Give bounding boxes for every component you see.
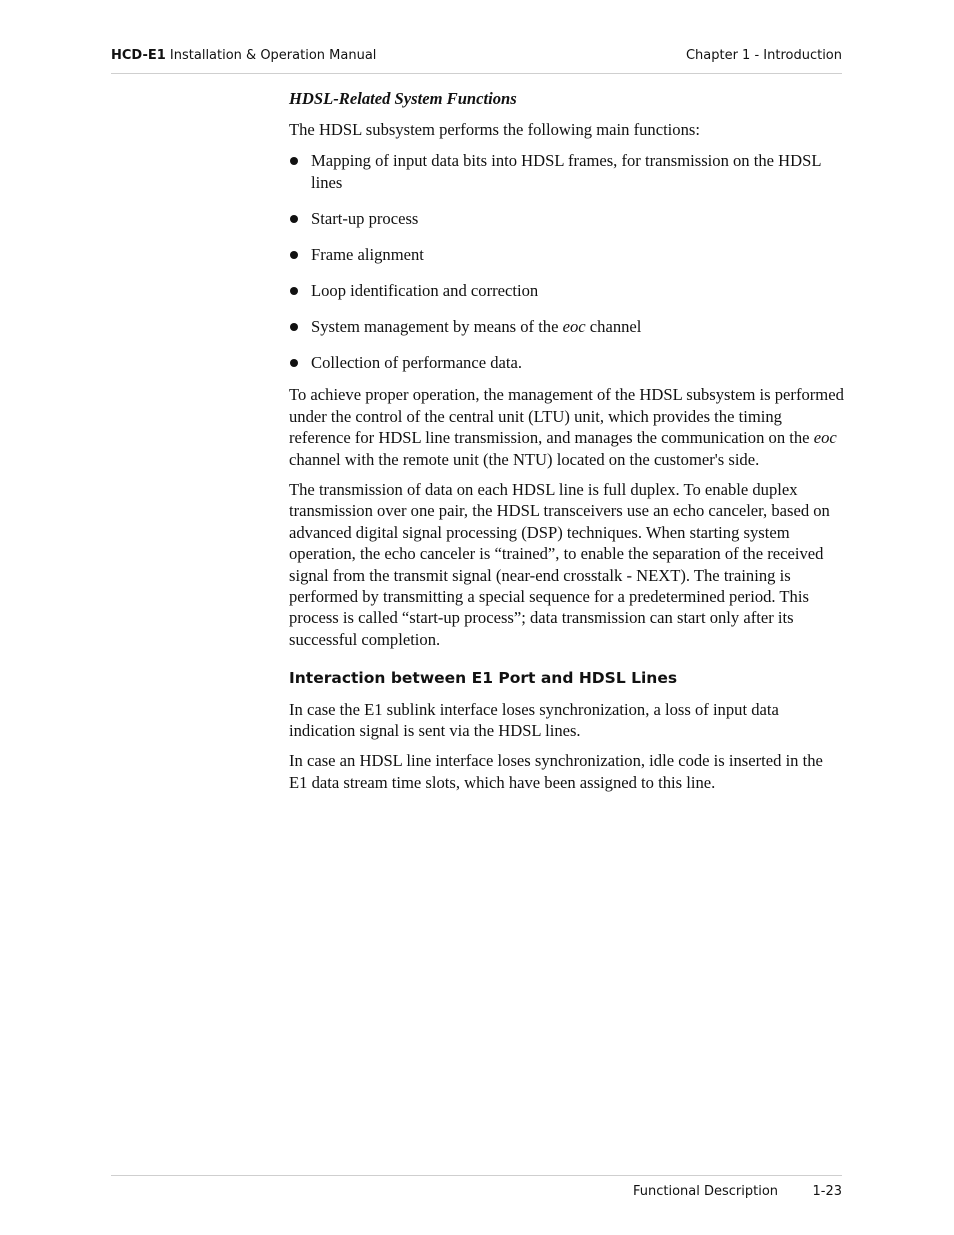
management-paragraph [289, 384, 845, 470]
para-text: channel with the remote unit (the NTU) located on the customer's side. [289, 449, 760, 469]
list-item [289, 280, 845, 301]
list-item-text: Start-up process [311, 208, 419, 228]
para-text: To achieve proper operation, the management of the HDSL subsystem is performed under the control of the central unit (LTU) unit, which provides the timing reference for HDSL line transmission, and manages the communication on the [289, 385, 844, 448]
manual-title: Installation & Operation Manual [169, 48, 377, 63]
function-list [289, 150, 845, 373]
chapter-title: Chapter 1 - Introduction [685, 48, 842, 63]
list-item [289, 150, 845, 193]
page-header [111, 48, 842, 74]
page-body [289, 88, 845, 793]
interaction-paragraph-2: In case an HDSL line interface loses synchronization, idle code is inserted in the E1 data stream time slots, which have been assigned to this line. [289, 751, 823, 792]
list-item-text: Frame alignment [311, 245, 424, 264]
list-item-text: Mapping of input data bits into HDSL frames, for transmission on the HDSL lines [311, 151, 821, 192]
bullet-icon [290, 251, 298, 259]
section-intro: The HDSL subsystem performs the following main functions: [289, 120, 700, 139]
bullet-icon [290, 287, 298, 295]
product-name: HCD-E1 [111, 48, 166, 63]
bullet-icon [290, 157, 298, 165]
transmission-paragraph: The transmission of data on each HDSL line is full duplex. To enable duplex transmission over one pair, the HDSL transceivers use an echo canceler, based on advanced digital signal processing (DSP) techniques. When starting system operation, the echo canceler is “trained”, to enable the separation of the received signal from the transmit signal (near-end crosstalk - NEXT). The training is performed by transmitting a special sequence for a predetermined period. This process is called “start-up process”; data transmission can start only after its successful completion. [289, 480, 830, 649]
header-left [111, 48, 376, 63]
page-number: 1-23 [812, 1184, 842, 1199]
list-item-text: System management by means of the [311, 317, 563, 337]
list-item-tail: channel [585, 317, 642, 337]
list-item [289, 244, 845, 265]
list-item-text: Collection of performance data. [311, 353, 523, 373]
page-footer [111, 1175, 842, 1206]
interaction-paragraph-1: In case the E1 sublink interface loses synchronization, a loss of input data indication signal is sent via the HDSL lines. [289, 699, 779, 741]
list-item [289, 352, 845, 373]
eoc-emphasis: eoc [562, 317, 586, 337]
footer-section: Functional Description [633, 1184, 779, 1199]
bullet-icon [290, 323, 298, 331]
list-item [289, 208, 845, 229]
section-subheading: HDSL-Related System Functions [289, 89, 517, 108]
bullet-icon [290, 215, 298, 223]
list-item [289, 316, 845, 337]
interaction-heading: Interaction between E1 Port and HDSL Lines [289, 669, 678, 688]
eoc-emphasis: eoc [813, 428, 837, 448]
bullet-icon [290, 359, 298, 367]
list-item-text: Loop identification and correction [311, 281, 539, 301]
